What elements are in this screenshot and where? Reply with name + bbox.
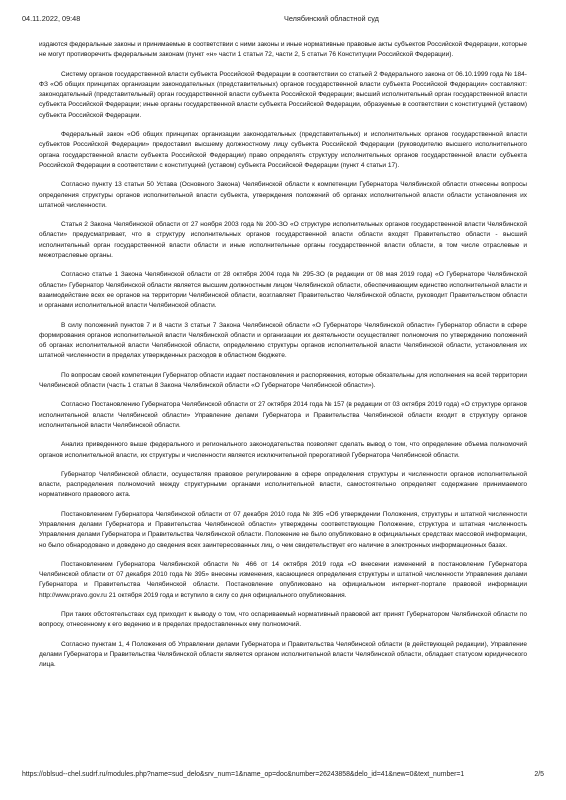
- paragraph: Систему органов государственной власти субъекта Российской Федерации в соответствии со статьей 2 Федерального закона от 06.10.1999 года № 184-ФЗ «Об общих принципах организации законодательных (представительных) органов государственной власти субъекта Российской Федерации» составляют: законодательный (представительный) орган государственной власти субъекта Российской Федерации; высший исполнительный орган государственной власти субъекта Российской Федерации; иные органы государственной власти субъекта Российской Федерации, образуемые в соответствии с конституцией (уставом) субъекта Российской Федерации.: [39, 70, 527, 119]
- paragraph: Согласно Постановлению Губернатора Челябинской области от 27 октября 2014 года № 157 (в редакции от 03 октября 2019 года) «О структуре органов исполнительной власти Челябинской области» Управление делами Губернатора и Правительства Челябинской области входит в структуру органов исполнительной власти Челябинской области.: [39, 401, 527, 429]
- paragraph: Анализ приведенного выше федерального и регионального законодательства позволяет сделать вывод о том, что определение объема полномочий органов исполнительной власти, их структуры и численности является исключительной прерогативой Губернатора Челябинской области.: [39, 441, 527, 459]
- paragraph: При таких обстоятельствах суд приходит к выводу о том, что оспариваемый нормативный правовой акт принят Губернатором Челябинской области по вопросу, отнесенному к его ведению и в пределах предоставленных ему полномочий.: [39, 611, 527, 629]
- paragraph: Статья 2 Закона Челябинской области от 27 ноября 2003 года № 200-ЗО «О структуре исполнительных органов государственной власти Челябинской области» предусматривает, что в структуру исполнительных органов государственной власти области входят Правительство области - высший исполнительный орган государственной власти области и иные исполнительные органы государственной власти области, в том числе отраслевые и межотраслевые органы.: [39, 221, 527, 260]
- site-title: Челябинский областной суд: [284, 14, 379, 23]
- paragraph: По вопросам своей компетенции Губернатор области издает постановления и распоряжения, которые обязательны для исполнения на всей территории Челябинской области (часть 1 статьи 8 Закона Челябинской области «О Губернаторе Челябинской области»).: [39, 371, 527, 390]
- paragraph: Согласно статье 1 Закона Челябинской области от 28 октября 2004 года № 295-ЗО (в редакции от 08 мая 2019 года) «О Губернаторе Челябинской области» Губернатор Челябинской области является высшим должностным лицом Челябинской области, обеспечивающим единство исполнительной власти и взаимодействие всех ее органов на территории Челябинской области, возглавляет Правительство Челябинской области, руководит Правительством области и органами исполнительной власти Челябинской области.: [39, 271, 527, 310]
- page-number: 2/5: [534, 771, 544, 778]
- print-footer: [22, 771, 544, 783]
- paragraph: издаются федеральные законы и принимаемые в соответствии с ними законы и иные нормативные правовые акты субъектов Российской Федерации, которые не могут противоречить федеральным законам (пункт «н» части 1 статьи 72, части 2, 5 статьи 76 Конституции Российской Федерации).: [39, 41, 527, 59]
- print-header: [22, 14, 544, 26]
- page-url: https://oblsud--chel.sudrf.ru/modules.php?name=sud_delo&srv_num=1&name_op=doc&number=26243858&delo_id=41&new=0&text_number=1: [22, 771, 465, 778]
- print-datetime: 04.11.2022, 09:48: [22, 14, 81, 23]
- paragraph: Постановлением Губернатора Челябинской области от 07 декабря 2010 года № 395 «Об утверждении Положения, структуры и штатной численности Управления делами Губернатора и Правительства Челябинской области» утверждены соответствующие Положение, структура и штатная численность Управления делами Губернатора и Правительства Челябинской области. Положение не было опубликовано в официальных средствах массовой информации, но было обнародовано и доведено до сведения всех заинтересованных лиц, о чем свидетельствует его наличие в электронных информационных базах.: [39, 510, 527, 549]
- paragraph: В силу положений пунктов 7 и 8 части 3 статьи 7 Закона Челябинской области «О Губернаторе Челябинской области» Губернатор области в сфере формирования органов исполнительной власти Челябинской области и организации их деятельности осуществляет полномочия по утверждению положений об органах исполнительной власти Челябинской области, определению структуры органов исполнительной власти Челябинской области, установления их штатной численности в пределах утвержденных расходов в областном бюджете.: [39, 321, 527, 360]
- paragraph: Федеральный закон «Об общих принципах организации законодательных (представительных) и исполнительных органов государственной власти субъектов Российской Федерации» предоставил высшему должностному лицу субъекта Российской Федерации (руководителю высшего исполнительного органа государственной власти субъекта Российской Федерации) право определять структуру исполнительных органов государственной власти субъекта Российской Федерации в соответствии с конституцией (уставом) субъекта Российской Федерации (пункт 4 статьи 17).: [39, 131, 527, 169]
- document-body: [39, 40, 527, 680]
- paragraph: Губернатор Челябинской области, осуществляя правовое регулирование в сфере определения структуры и численности органов исполнительной власти, распределения полномочий между структурными органами исполнительной власти, самостоятельно определяет содержание принимаемого нормативного правового акта.: [39, 470, 527, 499]
- paragraph: Согласно пункту 13 статьи 50 Устава (Основного Закона) Челябинской области к компетенции Губернатора Челябинской области отнесены вопросы определения структуры органов исполнительной власти субъекта, утверждения положений об органах исполнительной власти области установления их штатной численности.: [39, 181, 527, 209]
- paragraph: Согласно пунктам 1, 4 Положения об Управлении делами Губернатора и Правительства Челябинской области (в действующей редакции), Управление делами Губернатора и Правительства Челябинской области является органом исполнительной власти Челябинской области, обладает статусом юридического лица.: [39, 640, 527, 669]
- paragraph: Постановлением Губернатора Челябинской области № 466 от 14 октября 2019 года «О внесении изменений в постановление Губернатора Челябинской области от 07 декабря 2010 года № 395» внесены изменения, касающиеся определения структуры и штатной численности Управления делами Губернатора и Правительства Челябинской области. Постановление опубликовано на официальном интернет-портале правовой информации http://www.pravo.gov.ru 21 октября 2019 года и вступило в силу со дня официального опубликования.: [39, 560, 527, 599]
